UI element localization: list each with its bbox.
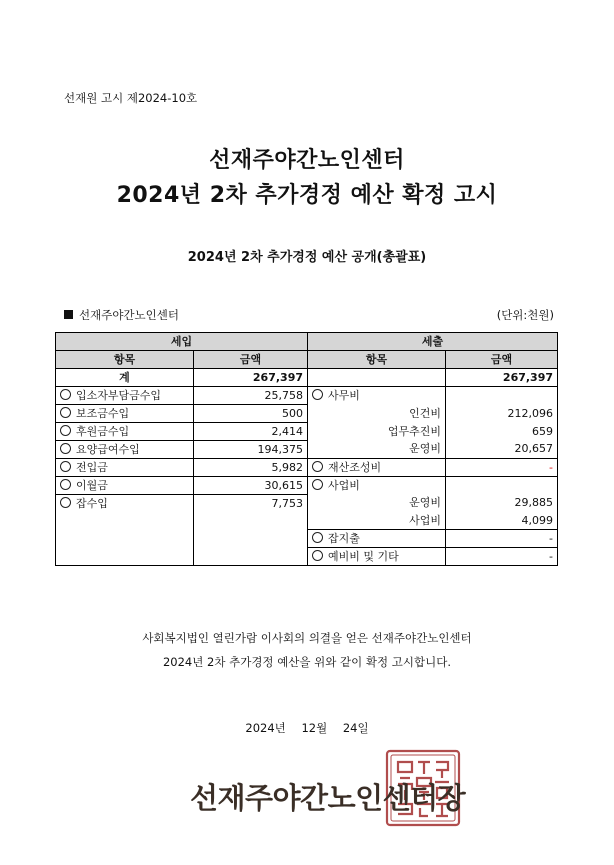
revenue-amount: 2,414 bbox=[194, 423, 308, 441]
closing-text-line1: 사회복지법인 열린가람 이사회의 의결을 얻은 선재주야간노인센터 bbox=[142, 631, 472, 645]
notice-number: 선재원 고시 제2024-10호 bbox=[64, 91, 198, 105]
revenue-item: 전입금 bbox=[56, 459, 194, 477]
date-day: 24일 bbox=[342, 721, 369, 735]
circle-bullet-icon bbox=[312, 461, 323, 472]
circle-bullet-icon bbox=[312, 532, 323, 543]
expense-subitem: 사업비 bbox=[308, 512, 446, 530]
circle-bullet-icon bbox=[60, 443, 71, 454]
table-row bbox=[56, 512, 558, 530]
expense-total: 267,397 bbox=[446, 369, 558, 387]
closing-text-line2: 2024년 2차 추가경정 예산을 위와 같이 확정 고시합니다. bbox=[162, 655, 451, 669]
table-row bbox=[56, 387, 558, 405]
table-row bbox=[56, 459, 558, 477]
expense-subitem: 운영비 bbox=[308, 495, 446, 513]
circle-bullet-icon bbox=[312, 479, 323, 490]
expense-header: 세출 bbox=[308, 333, 558, 351]
revenue-amount: 7,753 bbox=[194, 495, 308, 513]
page-title-line2: 2024년 2차 추가경정 예산 확정 고시 bbox=[116, 183, 498, 208]
table-row bbox=[56, 495, 558, 513]
expense-group-project: 사업비 bbox=[308, 477, 446, 495]
table-subtitle: 2024년 2차 추가경정 예산 공개(총괄표) bbox=[187, 250, 427, 265]
notice-date bbox=[0, 720, 614, 736]
org-label bbox=[64, 307, 179, 323]
page-title-line1: 선재주야간노인센터 bbox=[209, 148, 405, 173]
budget-summary-table bbox=[55, 332, 558, 566]
expense-amount: 29,885 bbox=[446, 495, 558, 513]
circle-bullet-icon bbox=[60, 497, 71, 508]
table-row bbox=[56, 477, 558, 495]
revenue-item-header: 항목 bbox=[56, 351, 194, 369]
revenue-amount-header: 금액 bbox=[194, 351, 308, 369]
revenue-amount: 500 bbox=[194, 405, 308, 423]
expense-amount: 4,099 bbox=[446, 512, 558, 530]
expense-group-reserve: 예비비 및 기타 bbox=[308, 548, 446, 566]
total-row bbox=[56, 369, 558, 387]
org-label-text: 선재주야간노인센터 bbox=[79, 308, 179, 322]
expense-subitem: 인건비 bbox=[308, 405, 446, 423]
expense-amount: 212,096 bbox=[446, 405, 558, 423]
expense-subitem: 운영비 bbox=[308, 441, 446, 459]
circle-bullet-icon bbox=[60, 425, 71, 436]
expense-group-misc: 잡지출 bbox=[308, 530, 446, 548]
revenue-item: 보조금수입 bbox=[56, 405, 194, 423]
expense-amount-header: 금액 bbox=[446, 351, 558, 369]
circle-bullet-icon bbox=[60, 479, 71, 490]
revenue-item: 이월금 bbox=[56, 477, 194, 495]
revenue-amount: 30,615 bbox=[194, 477, 308, 495]
revenue-header: 세입 bbox=[56, 333, 308, 351]
expense-amount: - bbox=[446, 530, 558, 548]
circle-bullet-icon bbox=[60, 461, 71, 472]
circle-bullet-icon bbox=[60, 407, 71, 418]
expense-group-office: 사무비 bbox=[308, 387, 446, 405]
expense-group-property: 재산조성비 bbox=[308, 459, 446, 477]
revenue-total: 267,397 bbox=[194, 369, 308, 387]
expense-amount bbox=[446, 477, 558, 495]
square-bullet-icon bbox=[64, 310, 73, 319]
signer-name: 선재주야간노인센터장 bbox=[190, 781, 466, 815]
expense-item-header: 항목 bbox=[308, 351, 446, 369]
circle-bullet-icon bbox=[312, 389, 323, 400]
expense-amount: 659 bbox=[446, 423, 558, 441]
table-row bbox=[56, 423, 558, 441]
revenue-item: 요양급여수입 bbox=[56, 441, 194, 459]
revenue-item: 잡수입 bbox=[56, 495, 194, 513]
circle-bullet-icon bbox=[60, 389, 71, 400]
revenue-item: 후원금수입 bbox=[56, 423, 194, 441]
expense-amount: - bbox=[446, 548, 558, 566]
expense-total-label bbox=[308, 369, 446, 387]
circle-bullet-icon bbox=[312, 550, 323, 561]
revenue-amount: 5,982 bbox=[194, 459, 308, 477]
table-row bbox=[56, 530, 558, 548]
revenue-amount: 25,758 bbox=[194, 387, 308, 405]
expense-amount bbox=[446, 387, 558, 405]
date-month: 12월 bbox=[301, 721, 328, 735]
revenue-item: 입소자부담금수입 bbox=[56, 387, 194, 405]
table-row bbox=[56, 405, 558, 423]
expense-amount: 20,657 bbox=[446, 441, 558, 459]
date-year: 2024년 bbox=[245, 721, 286, 735]
unit-label: (단위:천원) bbox=[496, 308, 554, 322]
table-row bbox=[56, 441, 558, 459]
revenue-amount: 194,375 bbox=[194, 441, 308, 459]
table-row bbox=[56, 548, 558, 566]
revenue-total-label: 계 bbox=[56, 369, 194, 387]
expense-subitem: 업무추진비 bbox=[308, 423, 446, 441]
expense-amount: - bbox=[446, 459, 558, 477]
